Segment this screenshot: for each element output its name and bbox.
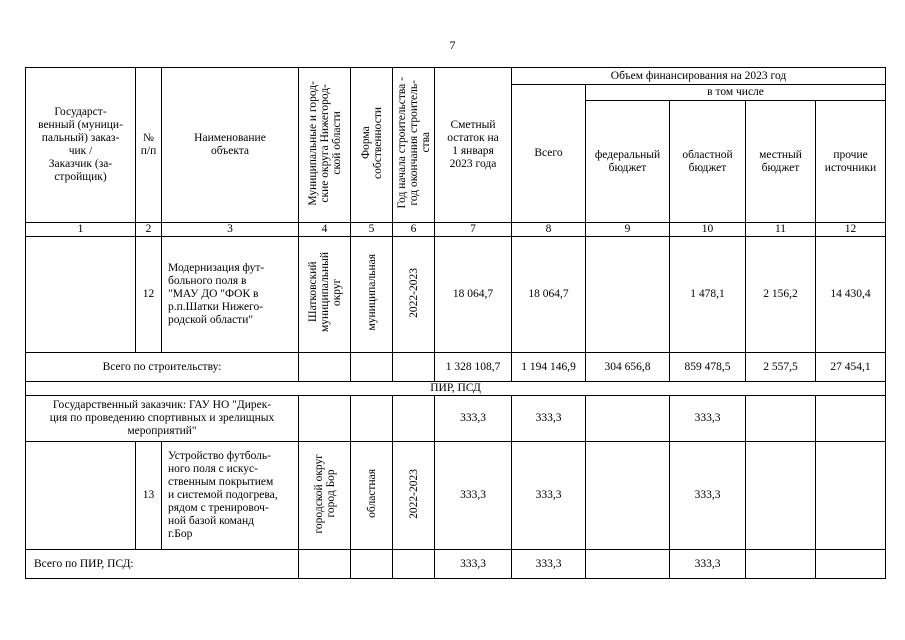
header-ownership-cell <box>351 68 393 223</box>
customer-balance: 333,3 <box>435 396 512 442</box>
header-ownership: Форма собственности <box>359 107 384 179</box>
header-estimate-balance: Сметный остаток на 1 января 2023 года <box>435 68 512 223</box>
row13-years: 2022-2023 <box>407 468 420 519</box>
col-number: 7 <box>435 223 512 237</box>
section-row <box>26 382 886 396</box>
empty-cell <box>586 396 670 442</box>
total-construction-regional: 859 478,5 <box>670 353 746 382</box>
col-number: 3 <box>162 223 299 237</box>
row12-district-cell <box>299 237 351 353</box>
row12-other: 14 430,4 <box>816 237 886 353</box>
total-pir-label: Всего по ПИР, ПСД: <box>26 550 299 579</box>
total-pir-total: 333,3 <box>512 550 586 579</box>
total-construction-label: Всего по строительству: <box>26 353 299 382</box>
header-years-cell <box>393 68 435 223</box>
col-number: 11 <box>746 223 816 237</box>
row13-ownership: областная <box>365 469 378 518</box>
col-number: 4 <box>299 223 351 237</box>
col-number: 9 <box>586 223 670 237</box>
total-pir-balance: 333,3 <box>435 550 512 579</box>
empty-cell <box>746 550 816 579</box>
row12-total: 18 064,7 <box>512 237 586 353</box>
row12-years: 2022-2023 <box>407 267 420 318</box>
customer-row <box>26 396 886 442</box>
header-regional: областной бюджет <box>670 101 746 223</box>
empty-cell <box>299 353 351 382</box>
col-number: 1 <box>26 223 136 237</box>
row12-federal <box>586 237 670 353</box>
col-number: 10 <box>670 223 746 237</box>
header-total: Всего <box>512 85 586 223</box>
empty-cell <box>299 396 351 442</box>
total-construction-local: 2 557,5 <box>746 353 816 382</box>
total-pir-regional: 333,3 <box>670 550 746 579</box>
section-title: ПИР, ПСД <box>26 382 886 396</box>
customer-total: 333,3 <box>512 396 586 442</box>
empty-cell <box>351 396 393 442</box>
header-object-name: Наименование объекта <box>162 68 299 223</box>
empty-cell <box>393 353 435 382</box>
total-pir-row <box>26 550 886 579</box>
row12-regional: 1 478,1 <box>670 237 746 353</box>
row13-ownership-cell <box>351 442 393 550</box>
row12-district: Шатковский муниципальный округ <box>306 252 343 333</box>
row12-number: 12 <box>136 237 162 353</box>
col-number: 5 <box>351 223 393 237</box>
row12-ownership: муниципальная <box>365 254 378 331</box>
row13-district-cell <box>299 442 351 550</box>
row13-object-name: Устройство футболь- ного поля с искус- ственным покрытием и системой подогрева, рядом с тренировоч- ной базой команд г.Бор <box>162 442 299 550</box>
header-years: Год начала строительства - год окончания строитель- ства <box>395 77 432 209</box>
empty-cell <box>816 442 886 550</box>
row12-local: 2 156,2 <box>746 237 816 353</box>
empty-cell <box>393 550 435 579</box>
empty-cell <box>746 396 816 442</box>
row13-customer <box>26 442 136 550</box>
header-funding: Объем финансирования на 2023 год <box>512 68 886 85</box>
col-number: 12 <box>816 223 886 237</box>
total-construction-total: 1 194 146,9 <box>512 353 586 382</box>
total-construction-row <box>26 353 886 382</box>
row13-total: 333,3 <box>512 442 586 550</box>
row12-years-cell <box>393 237 435 353</box>
column-numbers-row <box>26 223 886 237</box>
empty-cell <box>816 550 886 579</box>
header-district: Муниципальные и город- ские округа Нижегород- ской области <box>306 80 343 206</box>
row13-number: 13 <box>136 442 162 550</box>
row12-customer <box>26 237 136 353</box>
empty-cell <box>393 396 435 442</box>
customer-regional: 333,3 <box>670 396 746 442</box>
page-number: 7 <box>449 38 456 52</box>
col-number: 2 <box>136 223 162 237</box>
row13-years-cell <box>393 442 435 550</box>
total-construction-other: 27 454,1 <box>816 353 886 382</box>
table-row <box>26 237 886 353</box>
empty-cell <box>351 353 393 382</box>
empty-cell <box>351 550 393 579</box>
empty-cell <box>816 396 886 442</box>
total-construction-federal: 304 656,8 <box>586 353 670 382</box>
header-number: № п/п <box>136 68 162 223</box>
header-federal: федеральный бюджет <box>586 101 670 223</box>
table-row <box>26 442 886 550</box>
row13-regional: 333,3 <box>670 442 746 550</box>
header-including: в том числе <box>586 85 886 101</box>
customer-label: Государственный заказчик: ГАУ НО "Дирек- ция по проведению спортивных и зрелищных мероприятий" <box>26 396 299 442</box>
header-customer: Государст- венный (муници- пальный) заказ- чик / Заказчик (за- стройщик) <box>26 68 136 223</box>
financing-table <box>25 67 886 579</box>
col-number: 8 <box>512 223 586 237</box>
total-construction-balance: 1 328 108,7 <box>435 353 512 382</box>
header-row-1 <box>26 68 886 85</box>
row12-ownership-cell <box>351 237 393 353</box>
empty-cell <box>299 550 351 579</box>
row12-object-name: Модернизация фут- больного поля в "МАУ ДО "ФОК в р.п.Шатки Нижего- родской области" <box>162 237 299 353</box>
header-district-cell <box>299 68 351 223</box>
row13-balance: 333,3 <box>435 442 512 550</box>
row13-district: городской округ город Бор <box>312 453 337 534</box>
empty-cell <box>586 442 670 550</box>
col-number: 6 <box>393 223 435 237</box>
header-local: местный бюджет <box>746 101 816 223</box>
empty-cell <box>586 550 670 579</box>
row12-balance: 18 064,7 <box>435 237 512 353</box>
header-other: прочие источники <box>816 101 886 223</box>
empty-cell <box>746 442 816 550</box>
